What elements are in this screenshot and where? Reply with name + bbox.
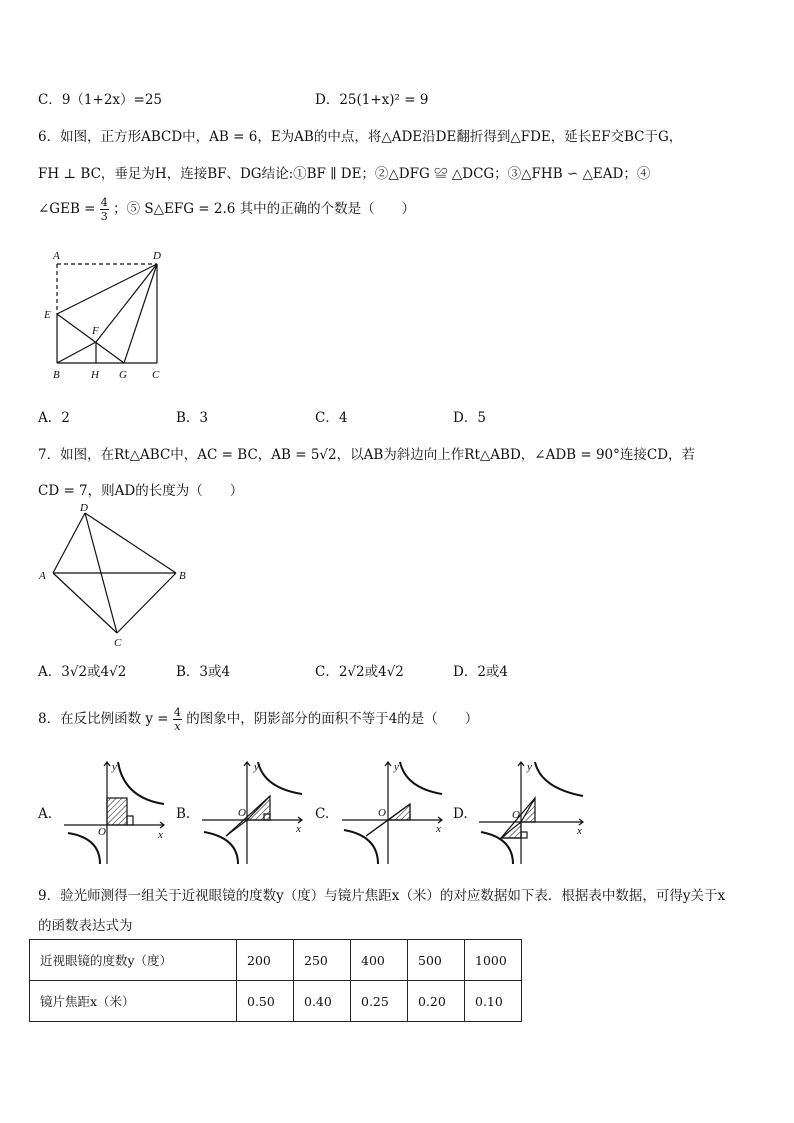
q8-option-b: B. bbox=[176, 806, 191, 822]
q7-option-c: C．2√2或4√2 bbox=[315, 664, 404, 680]
table-cell: 0.50 bbox=[237, 981, 294, 1022]
q7-line1: 7．如图，在Rt△ABC中，AC = BC，AB = 5√2，以AB为斜边向上作Rt△ABD，∠ADB = 90°连接CD，若 bbox=[38, 447, 696, 463]
table-cell: 0.20 bbox=[408, 981, 465, 1022]
q8-option-c: C. bbox=[315, 806, 330, 822]
q7-label-b: B bbox=[179, 570, 186, 582]
q7-edge-bc bbox=[117, 573, 176, 633]
q8-frac-den: x bbox=[174, 720, 181, 733]
q8-line-post: 的图象中，阴影部分的面积不等于4的是（ ） bbox=[186, 711, 479, 727]
q6-line-bf bbox=[57, 342, 96, 363]
q8c-label-o: O bbox=[378, 807, 386, 819]
q6-line-gd bbox=[124, 264, 157, 363]
q6-square-figure bbox=[40, 248, 170, 383]
q7-quadrilateral-figure bbox=[34, 500, 194, 650]
table-cell: 500 bbox=[408, 940, 465, 981]
q6-option-d: D．5 bbox=[453, 410, 486, 426]
q6-label-h: H bbox=[91, 369, 99, 381]
table-cell: 200 bbox=[237, 940, 294, 981]
q7-option-d: D．2或4 bbox=[453, 664, 509, 680]
q7-label-c: C bbox=[114, 637, 122, 649]
table-cell: 400 bbox=[351, 940, 408, 981]
q8-line-pre: 8．在反比例函数 y = bbox=[38, 711, 169, 727]
q8-graph-b bbox=[198, 758, 308, 868]
table-row-header: 镜片焦距x（米） bbox=[30, 981, 237, 1022]
q6-line3 bbox=[38, 196, 415, 223]
q6-label-c: C bbox=[152, 369, 160, 381]
q9-line2: 的函数表达式为 bbox=[38, 918, 133, 934]
q8d-label-x: x bbox=[577, 825, 582, 837]
q8-option-a: A. bbox=[38, 806, 53, 822]
q8d-label-y: y bbox=[527, 761, 532, 773]
q8-graph-a bbox=[60, 758, 170, 868]
q8a-shaded-rect bbox=[107, 798, 127, 825]
q6-line-ed bbox=[57, 264, 157, 314]
q7-option-a: A．3√2或4√2 bbox=[38, 664, 127, 680]
q6-frac-den: 3 bbox=[100, 210, 108, 223]
q8b-curve-q3 bbox=[204, 832, 238, 864]
q6-line1: 6．如图，正方形ABCD中，AB = 6，E为AB的中点，将△ADE沿DE翻折得到△FDE，延长EF交BC于G， bbox=[38, 129, 683, 145]
q7-edge-ad bbox=[53, 513, 85, 573]
q6-option-a: A．2 bbox=[38, 410, 70, 426]
q8-graph-c bbox=[338, 758, 448, 868]
q8-option-d: D. bbox=[453, 806, 468, 822]
q8c-label-x: x bbox=[436, 823, 441, 835]
q6-label-e: E bbox=[44, 309, 51, 321]
q6-label-f: F bbox=[92, 325, 99, 337]
q6-line3-post: ；⑤ S△EFG = 2.6 其中的正确的个数是（ ） bbox=[113, 201, 416, 217]
q8b-label-o: O bbox=[238, 807, 246, 819]
q8-graph-d bbox=[475, 758, 590, 868]
table-row bbox=[30, 981, 522, 1022]
q7-label-d: D bbox=[80, 502, 88, 514]
q8a-right-angle bbox=[127, 816, 133, 825]
q8-line bbox=[38, 706, 478, 733]
q8c-label-y: y bbox=[394, 761, 399, 773]
q5-option-d: D．25(1+x)² = 9 bbox=[315, 92, 429, 108]
table-cell: 0.25 bbox=[351, 981, 408, 1022]
q7-option-b: B．3或4 bbox=[176, 664, 231, 680]
q8b-curve-q1 bbox=[258, 762, 302, 794]
q9-line1: 9．验光师测得一组关于近视眼镜的度数y（度）与镜片焦距x（米）的对应数据如下表．根据表中数据，可得y关于x bbox=[38, 888, 726, 904]
q8d-label-o: O bbox=[512, 809, 520, 821]
q6-option-b: B．3 bbox=[176, 410, 209, 426]
q8b-label-y: y bbox=[254, 761, 259, 773]
q8d-curve-q1 bbox=[535, 762, 583, 796]
q6-fraction bbox=[100, 196, 109, 223]
table-row-header: 近视眼镜的度数y（度） bbox=[30, 940, 237, 981]
q6-label-b: B bbox=[53, 369, 60, 381]
q8-fraction bbox=[173, 706, 182, 733]
q8a-label-o: O bbox=[98, 826, 106, 838]
table-cell: 1000 bbox=[465, 940, 522, 981]
q6-label-g: G bbox=[119, 369, 127, 381]
table-cell: 0.10 bbox=[465, 981, 522, 1022]
table-cell: 0.40 bbox=[294, 981, 351, 1022]
q7-edge-ac bbox=[53, 573, 117, 633]
q9-data-table bbox=[29, 939, 522, 1022]
q6-label-a: A bbox=[53, 250, 60, 262]
q6-frac-num: 4 bbox=[100, 196, 108, 209]
q6-line3-pre: ∠GEB = bbox=[38, 201, 96, 217]
q7-line2: CD = 7，则AD的长度为（ ） bbox=[38, 483, 244, 499]
q8a-label-x: x bbox=[158, 829, 163, 841]
table-row bbox=[30, 940, 522, 981]
q8-frac-num: 4 bbox=[173, 706, 181, 719]
q6-line-fd bbox=[96, 264, 157, 342]
q8b-label-x: x bbox=[296, 823, 301, 835]
q6-line2: FH ⊥ BC，垂足为H，连接BF、DG结论:①BF ∥ DE；②△DFG ≌ △DCG；③△FHB ∽ △EAD；④ bbox=[38, 166, 651, 182]
q6-label-d: D bbox=[153, 250, 161, 262]
table-cell: 250 bbox=[294, 940, 351, 981]
q8c-curve-q1 bbox=[400, 762, 442, 794]
q8a-label-y: y bbox=[112, 761, 117, 773]
q8d-right-angle bbox=[521, 832, 527, 838]
q6-line-eg bbox=[57, 314, 124, 363]
q6-option-c: C．4 bbox=[315, 410, 348, 426]
q8c-curve-q3 bbox=[344, 830, 378, 864]
q7-label-a: A bbox=[39, 570, 46, 582]
q5-option-c: C．9（1+2x）=25 bbox=[38, 92, 163, 108]
q8a-curve-q3 bbox=[68, 833, 100, 864]
